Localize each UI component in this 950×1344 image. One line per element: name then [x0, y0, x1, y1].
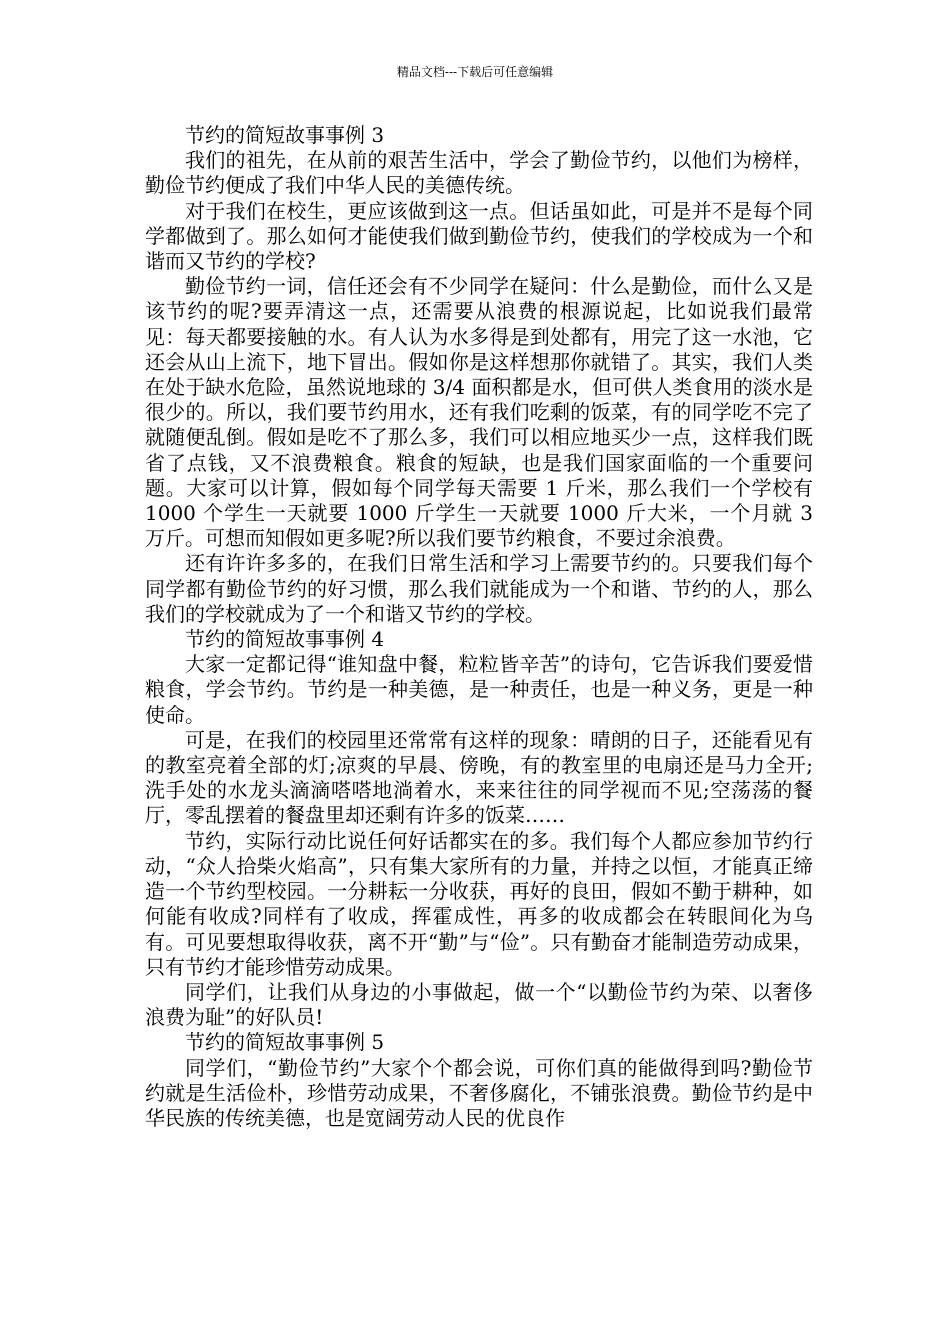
paragraph: 勤俭节约一词，信任还会有不少同学在疑问：什么是勤俭，而什么又是该节约的呢?要弄清这一点，还需要从浪费的根源说起，比如说我们最常见：每天都要接触的水。有人认为水多得是到处都有，用完了这一水池，它还会从山上流下，地下冒出。假如你是这样想那你就错了。其实，我们人类在处于缺水危险，虽然说地球的 3/4 面积都是水，但可供人类食用的淡水是很少的。所以，我们要节约用水，还有我们吃剩的饭菜，有的同学吃不完了就随便乱倒。假如是吃不了那么多，我们可以相应地买少一点，这样我们既省了点钱，又不浪费粮食。粮食的短缺，也是我们国家面临的一个重要问题。大家可以计算，假如每个同学每天需要 1 斤米，那么我们一个学校有 1000 个学生一天就要 1000 斤学生一天就要 1000 斤大米，一个月就 3 万斤。可想而知假如更多呢?所以我们要节约粮食，不要过余浪费。 — [145, 274, 813, 551]
paragraph: 我们的祖先，在从前的艰苦生活中，学会了勤俭节约，以他们为榜样，勤俭节约便成了我们中华人民的美德传统。 — [145, 148, 813, 198]
paragraph: 可是，在我们的校园里还常常有这样的现象：晴朗的日子，还能看见有的教室亮着全部的灯;凉爽的早晨、傍晚，有的教室里的电扇还是马力全开;洗手处的水龙头滴滴嗒嗒地淌着水，来来往往的同学视而不见;空荡荡的餐厅，零乱摆着的餐盘里却还剩有许多的饭菜…… — [145, 727, 813, 828]
page-header: 精品文档---下载后可任意编辑 — [396, 65, 554, 79]
paragraph: 大家一定都记得“谁知盘中餐，粒粒皆辛苦”的诗句，它告诉我们要爱惜粮食，学会节约。节约是一种美德，是一种责任，也是一种义务，更是一种使命。 — [145, 652, 813, 727]
paragraph: 同学们，“勤俭节约”大家个个都会说，可你们真的能做得到吗?勤俭节约就是生活俭朴，珍惜劳动成果，不奢侈腐化，不铺张浪费。勤俭节约是中华民族的传统美德，也是宽阔劳动人民的优良作 — [145, 1055, 813, 1130]
document-body — [145, 123, 813, 1131]
section-title: 节约的简短故事事例 4 — [185, 627, 385, 652]
section-title: 节约的简短故事事例 5 — [185, 1030, 385, 1055]
section-title: 节约的简短故事事例 3 — [185, 123, 385, 147]
paragraph: 同学们，让我们从身边的小事做起，做一个“以勤俭节约为荣、以奢侈浪费为耻”的好队员! — [145, 979, 813, 1030]
paragraph: 节约，实际行动比说任何好话都实在的多。我们每个人都应参加节约行动，“众人拾柴火焰高”，只有集大家所有的力量，并持之以恒，才能真正缔造一个节约型校园。一分耕耘一分收获，再好的良田，假如不勤于耕种，如何能有收成?同样有了收成，挥霍成性，再多的收成都会在转眼间化为乌有。可见要想取得收获，离不开“勤”与“俭”。只有勤奋才能制造劳动成果，只有节约才能珍惜劳动成果。 — [145, 828, 813, 979]
paragraph: 还有许许多多的，在我们日常生活和学习上需要节约的。只要我们每个同学都有勤俭节约的好习惯，那么我们就能成为一个和谐、节约的人，那么我们的学校就成为了一个和谐又节约的学校。 — [145, 551, 813, 626]
paragraph: 对于我们在校生，更应该做到这一点。但话虽如此，可是并不是每个同学都做到了。那么如何才能使我们做到勤俭节约，使我们的学校成为一个和谐而又节约的学校? — [145, 198, 813, 274]
